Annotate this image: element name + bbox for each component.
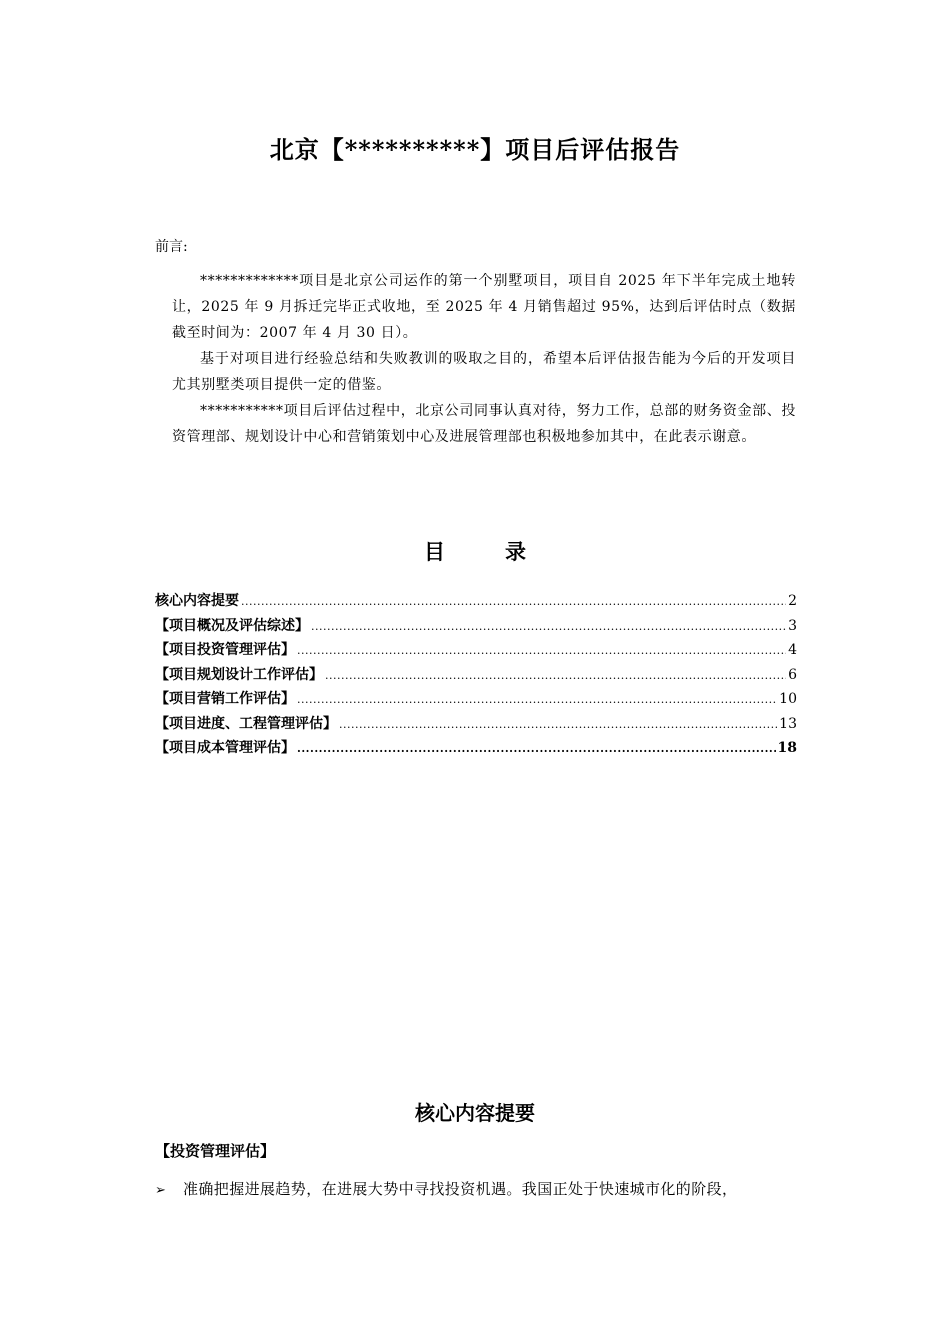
- preface-paragraph: ***********项目后评估过程中，北京公司同事认真对待，努力工作，总部的财务资金部、投资管理部、规划设计中心和营销策划中心及进展管理部也积极地参加其中，在此表示谢意。: [172, 403, 796, 445]
- toc-leader-dots: [297, 742, 776, 755]
- toc-leader-dots: [339, 718, 777, 731]
- toc-leader-dots: [325, 669, 786, 682]
- toc-entry-label[interactable]: 核心内容提要: [155, 593, 239, 609]
- toc-entry[interactable]: [155, 688, 797, 713]
- summary-bullet-item: [155, 1178, 805, 1199]
- toc-entry-page[interactable]: 10: [779, 691, 797, 707]
- toc-entry-page[interactable]: 3: [788, 617, 797, 634]
- toc-leader-dots: [241, 595, 786, 608]
- toc-entry-label[interactable]: 【项目进度、工程管理评估】: [155, 715, 337, 732]
- toc-entry-label[interactable]: 【项目概况及评估综述】: [155, 617, 309, 634]
- document-title: 北京【**********】项目后评估报告: [269, 135, 681, 164]
- toc-entry[interactable]: [155, 664, 797, 689]
- toc-leader-dots: [297, 644, 786, 657]
- preface-paragraph: *************项目是北京公司运作的第一个别墅项目，项目自 2025 年下半年完成土地转让，2025 年 9 月拆迁完毕正式收地，至 2025 年 4 月销售超过 95%，达到后评估时点（数据截至时间为：2007 年 4 月 30 日）。: [172, 273, 796, 341]
- toc-entry-label[interactable]: 【项目营销工作评估】: [155, 691, 295, 707]
- toc-entry-page[interactable]: 6: [788, 666, 797, 683]
- summary-section-title: 核心内容提要: [415, 1101, 535, 1125]
- toc-entry-page[interactable]: 13: [779, 715, 797, 732]
- toc-entry[interactable]: [155, 615, 797, 640]
- toc-leader-dots: [297, 693, 777, 706]
- arrow-bullet-icon: ➢: [155, 1183, 167, 1198]
- toc-entry[interactable]: [155, 639, 797, 664]
- summary-subsection-title: 【投资管理评估】: [155, 1142, 276, 1160]
- toc-entry[interactable]: [155, 713, 797, 738]
- toc-entry-label[interactable]: 【项目成本管理评估】: [155, 740, 295, 756]
- toc-entry-page[interactable]: 18: [777, 740, 797, 756]
- preface-paragraph: 基于对项目进行经验总结和失败教训的吸取之目的，希望本后评估报告能为今后的开发项目尤其别墅类项目提供一定的借鉴。: [172, 351, 796, 393]
- table-of-contents: [155, 590, 797, 762]
- toc-entry-label[interactable]: 【项目投资管理评估】: [155, 642, 295, 658]
- preface-label: 前言:: [155, 239, 188, 255]
- toc-entry-page[interactable]: 2: [788, 593, 797, 609]
- toc-entry-page[interactable]: 4: [788, 642, 797, 658]
- toc-title: 目录: [424, 539, 586, 564]
- toc-entry-label[interactable]: 【项目规划设计工作评估】: [155, 666, 323, 683]
- preface-body: [172, 268, 796, 450]
- toc-entry[interactable]: [155, 737, 797, 762]
- summary-bullet-text: 准确把握进展趋势，在进展大势中寻找投资机遇。我国正处于快速城市化的阶段，: [183, 1180, 738, 1198]
- toc-leader-dots: [311, 620, 786, 633]
- toc-entry[interactable]: [155, 590, 797, 615]
